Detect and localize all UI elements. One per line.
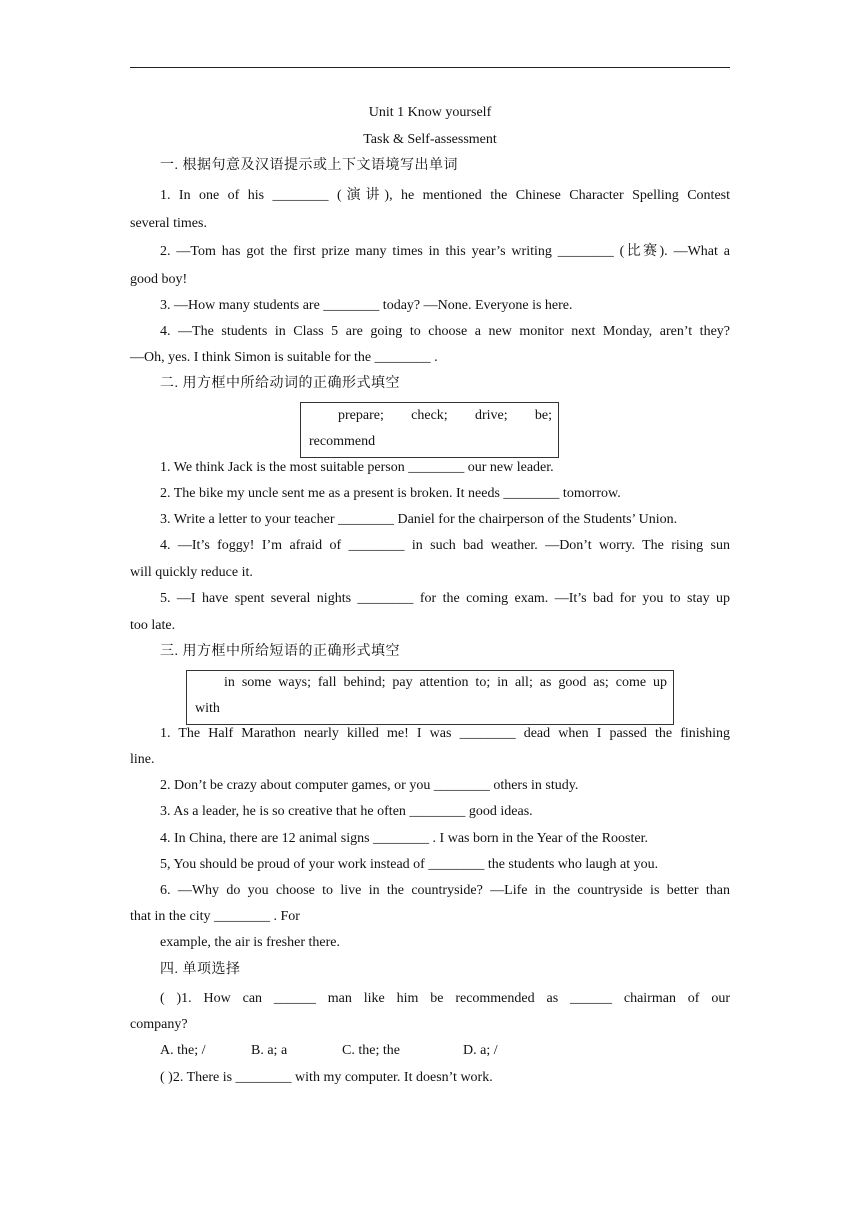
s2-q4-line2: will quickly reduce it. bbox=[130, 565, 253, 580]
s1-q2-line2: good boy! bbox=[130, 272, 188, 287]
s3-q4: 4. In China, there are 12 animal signs ________ . I was born in the Year of the Rooster. bbox=[160, 831, 648, 846]
s4-q1-line1: ( )1. How can ______ man like him be recommended as ______ chairman of our bbox=[160, 991, 730, 1006]
s4-q1-option-a: A. the; / bbox=[160, 1043, 206, 1058]
s4-q1-line2: company? bbox=[130, 1017, 188, 1032]
s4-q1-option-b: B. a; a bbox=[251, 1043, 288, 1058]
verb-box bbox=[300, 402, 559, 458]
s4-q2: ( )2. There is ________ with my computer. It doesn’t work. bbox=[160, 1070, 493, 1085]
s4-q1-option-d: D. a; / bbox=[463, 1043, 498, 1058]
phrase-box-line1: in some ways; fall behind; pay attention to; in all; as good as; come up bbox=[224, 675, 667, 690]
page-subtitle: Task & Self-assessment bbox=[363, 132, 497, 147]
verb-box-line2: recommend bbox=[309, 434, 376, 449]
s2-q2: 2. The bike my uncle sent me as a present is broken. It needs ________ tomorrow. bbox=[160, 486, 621, 501]
s1-q4-line1: 4. —The students in Class 5 are going to choose a new monitor next Monday, aren’t they? bbox=[160, 324, 730, 339]
section4-heading: 四. 单项选择 bbox=[160, 962, 241, 977]
s3-q1-line1: 1. The Half Marathon nearly killed me! I was ________ dead when I passed the finishing bbox=[160, 726, 730, 741]
s2-q3: 3. Write a letter to your teacher ________ Daniel for the chairperson of the Students’ Union. bbox=[160, 512, 678, 527]
section3-heading: 三. 用方框中所给短语的正确形式填空 bbox=[160, 644, 400, 659]
s1-q4-line2: —Oh, yes. I think Simon is suitable for the ________ . bbox=[130, 350, 438, 365]
s1-q1-line2: several times. bbox=[130, 216, 207, 231]
s4-q1-option-c: C. the; the bbox=[342, 1043, 400, 1058]
verb-box-line1: prepare; check; drive; be; bbox=[338, 408, 552, 423]
s1-q2-line1: 2. —Tom has got the first prize many times in this year’s writing ________ (比赛). —What a bbox=[160, 244, 730, 259]
s3-q1-line2: line. bbox=[130, 752, 155, 767]
s2-q5-line1: 5. —I have spent several nights ________ for the coming exam. —It’s bad for you to stay up bbox=[160, 591, 730, 606]
s3-q6-line1: 6. —Why do you choose to live in the countryside? —Life in the countryside is better than bbox=[160, 883, 730, 898]
s2-q4-line1: 4. —It’s foggy! I’m afraid of ________ in such bad weather. —Don’t worry. The rising sun bbox=[160, 538, 730, 553]
s3-q3: 3. As a leader, he is so creative that he often ________ good ideas. bbox=[160, 804, 533, 819]
s2-q5-line2: too late. bbox=[130, 618, 176, 633]
phrase-box bbox=[186, 670, 674, 725]
s3-q6-line2: that in the city ________ . For bbox=[130, 909, 300, 924]
header-rule bbox=[130, 67, 730, 68]
page-title: Unit 1 Know yourself bbox=[368, 105, 492, 120]
section2-heading: 二. 用方框中所给动词的正确形式填空 bbox=[160, 376, 400, 391]
section1-heading: 一. 根据句意及汉语提示或上下文语境写出单词 bbox=[160, 158, 458, 173]
s3-q6-line3: example, the air is fresher there. bbox=[160, 935, 340, 950]
s2-q1: 1. We think Jack is the most suitable person ________ our new leader. bbox=[160, 460, 554, 475]
s1-q3: 3. —How many students are ________ today? —None. Everyone is here. bbox=[160, 298, 573, 313]
phrase-box-line2: with bbox=[195, 701, 220, 716]
s3-q5: 5, You should be proud of your work instead of ________ the students who laugh at you. bbox=[160, 857, 659, 872]
s3-q2: 2. Don’t be crazy about computer games, or you ________ others in study. bbox=[160, 778, 579, 793]
s1-q1-line1: 1. In one of his ________ (演讲), he mentioned the Chinese Character Spelling Contest bbox=[160, 188, 730, 203]
